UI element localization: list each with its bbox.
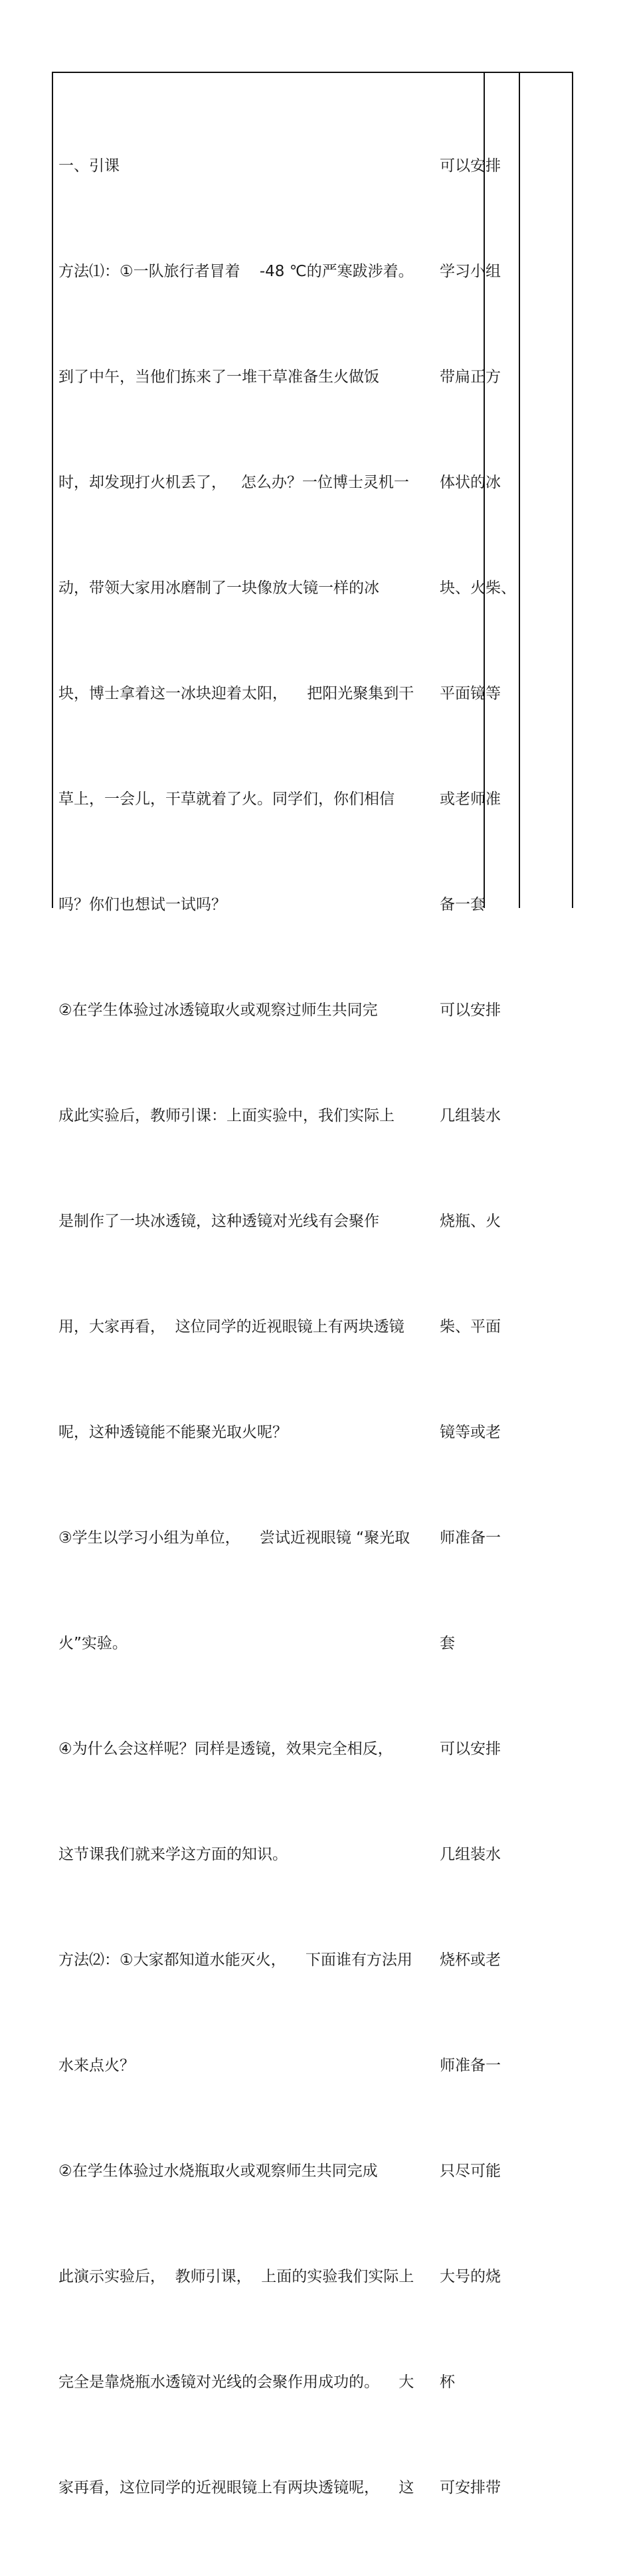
text-line: 此演示实验后， 教师引课， 上面的实验我们实际上 xyxy=(58,2268,414,2285)
note-line: 可安排带 xyxy=(440,2479,501,2496)
note-line: 烧瓶、火 xyxy=(440,1213,501,1230)
text-line: 火”实验。 xyxy=(58,1635,128,1652)
note-line: 烧杯或老 xyxy=(440,1951,501,1969)
note-line: 可以安排 xyxy=(440,157,501,175)
text-line: 吗？你们也想试一试吗？ xyxy=(58,896,226,913)
note-line: 平面镜等 xyxy=(440,685,501,702)
note-line: 套 xyxy=(440,1635,455,1652)
note-line: 几组装水 xyxy=(440,1107,501,1124)
text-line: 用，大家再看， 这位同学的近视眼镜上有两块透镜 xyxy=(58,1318,405,1335)
text-line: 动，带领大家用冰磨制了一块像放大镜一样的冰 xyxy=(58,579,379,597)
note-line: 备一套 xyxy=(440,896,486,913)
note-line: 几组装水 xyxy=(440,1846,501,1863)
text-line: 方法⑴：①一队旅行者冒着 -48 ℃的严寒跋涉着。 xyxy=(58,263,414,280)
note-line: 块、火柴、 xyxy=(440,579,516,597)
text-line: 完全是靠烧瓶水透镜对光线的会聚作用成功的。 大 xyxy=(58,2374,414,2391)
note-line: 可以安排 xyxy=(440,1740,501,1758)
text-line: ②在学生体验过水烧瓶取火或观察师生共同完成 xyxy=(58,2162,378,2180)
note-line: 镜等或老 xyxy=(440,1424,501,1441)
text-line: ③学生以学习小组为单位， 尝试近视眼镜 “聚光取 xyxy=(58,1529,410,1547)
note-line: 师准备一 xyxy=(440,1529,501,1547)
text-line: 家再看，这位同学的近视眼镜上有两块透镜呢， 这 xyxy=(58,2479,414,2496)
text-line: 是制作了一块冰透镜，这种透镜对光线有会聚作 xyxy=(58,1213,379,1230)
text-line: 成此实验后，教师引课：上面实验中，我们实际上 xyxy=(58,1107,395,1124)
text-line: 呢，这种透镜能不能聚光取火呢？ xyxy=(58,1424,288,1441)
column-divider xyxy=(519,73,520,908)
text-line: 草上，一会儿，干草就着了火。同学们，你们相信 xyxy=(58,791,395,808)
text-line: ②在学生体验过冰透镜取火或观察过师生共同完 xyxy=(58,1002,378,1019)
note-line: 柴、平面 xyxy=(440,1318,501,1335)
text-line: 水来点火？ xyxy=(58,2057,135,2074)
text-line: 块，博士拿着这一冰块迎着太阳， 把阳光聚集到干 xyxy=(58,685,414,702)
note-line: 带扁正方 xyxy=(440,368,501,386)
note-line: 杯 xyxy=(440,2374,455,2391)
notes-cell xyxy=(440,78,516,2576)
text-line: 一、引课 xyxy=(58,157,120,175)
note-line: 师准备一 xyxy=(440,2057,501,2074)
text-line: 方法⑵：①大家都知道水能灭火， 下面谁有方法用 xyxy=(58,1951,412,1969)
note-line: 大号的烧 xyxy=(440,2268,501,2285)
text-line: 这节课我们就来学这方面的知识。 xyxy=(58,1846,288,1863)
text-line: ④为什么会这样呢？同样是透镜，效果完全相反， xyxy=(58,1740,393,1758)
note-line: 可以安排 xyxy=(440,1002,501,1019)
teaching-process-cell xyxy=(58,78,428,2576)
note-line: 体状的冰 xyxy=(440,474,501,491)
note-line: 或老师准 xyxy=(440,791,501,808)
lesson-table xyxy=(52,72,573,2496)
text-line: 到了中午，当他们拣来了一堆干草准备生火做饭 xyxy=(58,368,379,386)
text-line: 时，却发现打火机丢了， 怎么办？一位博士灵机一 xyxy=(58,474,409,491)
note-line: 学习小组 xyxy=(440,263,501,280)
note-line: 只尽可能 xyxy=(440,2162,501,2180)
